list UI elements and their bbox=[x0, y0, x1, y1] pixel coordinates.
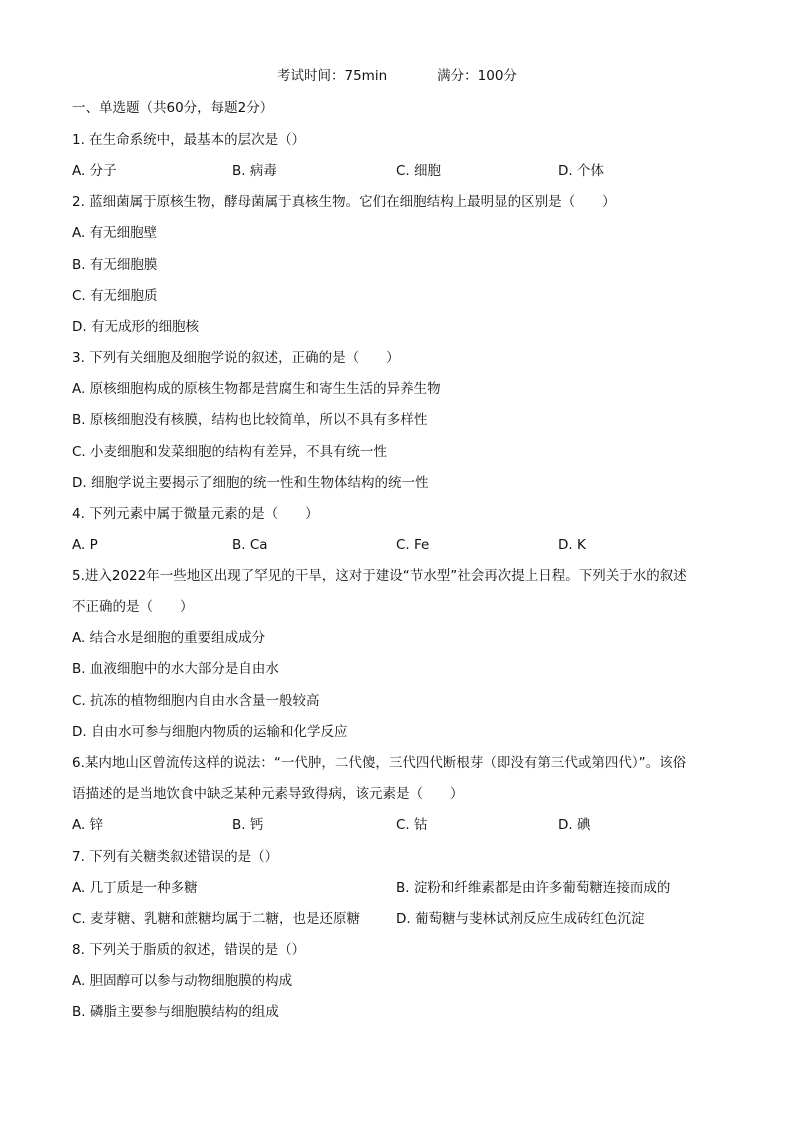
question-4-option-d: D. K bbox=[558, 537, 586, 553]
question-7-option-c: C. 麦芽糖、乳糖和蔗糖均属于二糖，也是还原糖 bbox=[72, 911, 361, 927]
exam-header bbox=[277, 68, 517, 84]
question-3-stem: 3. 下列有关细胞及细胞学说的叙述，正确的是（ ） bbox=[72, 350, 400, 366]
question-6-option-a: A. 锌 bbox=[72, 817, 104, 833]
question-2-option-d: D. 有无成形的细胞核 bbox=[72, 319, 199, 335]
exam-full-score: 满分：100分 bbox=[437, 68, 517, 84]
question-6-option-c: C. 钴 bbox=[396, 817, 428, 833]
question-7-option-a: A. 几丁质是一种多糖 bbox=[72, 880, 198, 896]
question-2-option-c: C. 有无细胞质 bbox=[72, 288, 158, 304]
question-8-stem: 8. 下列关于脂质的叙述，错误的是（） bbox=[72, 942, 306, 958]
question-4-stem: 4. 下列元素中属于微量元素的是（ ） bbox=[72, 506, 319, 522]
question-4-option-a: A. P bbox=[72, 537, 98, 553]
question-3-option-b: B. 原核细胞没有核膜，结构也比较简单，所以不具有多样性 bbox=[72, 412, 428, 428]
question-5-option-c: C. 抗冻的植物细胞内自由水含量一般较高 bbox=[72, 693, 320, 709]
question-8-option-b: B. 磷脂主要参与细胞膜结构的组成 bbox=[72, 1004, 279, 1020]
question-7-stem: 7. 下列有关糖类叙述错误的是（） bbox=[72, 849, 279, 865]
question-4-option-b: B. Ca bbox=[232, 537, 268, 553]
question-7-option-d: D. 葡萄糖与斐林试剂反应生成砖红色沉淀 bbox=[396, 911, 645, 927]
question-3-option-c: C. 小麦细胞和发菜细胞的结构有差异，不具有统一性 bbox=[72, 444, 388, 460]
question-1-stem: 1. 在生命系统中，最基本的层次是（） bbox=[72, 132, 306, 148]
question-7-option-b: B. 淀粉和纤维素都是由许多葡萄糖连接而成的 bbox=[396, 880, 671, 896]
question-1-option-c: C. 细胞 bbox=[396, 163, 442, 179]
exam-time: 考试时间：75min bbox=[277, 68, 388, 84]
question-2-option-a: A. 有无细胞壁 bbox=[72, 225, 158, 241]
question-2-stem: 2. 蓝细菌属于原核生物，酵母菌属于真核生物。它们在细胞结构上最明显的区别是（ ） bbox=[72, 194, 616, 210]
question-1-option-a: A. 分子 bbox=[72, 163, 117, 179]
question-8-option-a: A. 胆固醇可以参与动物细胞膜的构成 bbox=[72, 973, 293, 989]
question-3-option-a: A. 原核细胞构成的原核生物都是营腐生和寄生生活的异养生物 bbox=[72, 381, 441, 397]
question-1-option-d: D. 个体 bbox=[558, 163, 604, 179]
question-6-stem-line-1: 6.某内地山区曾流传这样的说法：“一代肿，二代傻，三代四代断根芽（即没有第三代或第四代）”。该俗 bbox=[72, 755, 687, 771]
question-5-option-a: A. 结合水是细胞的重要组成成分 bbox=[72, 630, 266, 646]
question-5-option-b: B. 血液细胞中的水大部分是自由水 bbox=[72, 661, 279, 677]
question-1-option-b: B. 病毒 bbox=[232, 163, 277, 179]
question-6-option-b: B. 钙 bbox=[232, 817, 264, 833]
question-3-option-d: D. 细胞学说主要揭示了细胞的统一性和生物体结构的统一性 bbox=[72, 475, 429, 491]
section-title: 一、单选题（共60分，每题2分） bbox=[72, 100, 274, 116]
question-6-option-d: D. 碘 bbox=[558, 817, 591, 833]
question-5-option-d: D. 自由水可参与细胞内物质的运输和化学反应 bbox=[72, 724, 348, 740]
question-6-stem-line-2: 语描述的是当地饮食中缺乏某种元素导致得病，该元素是（ ） bbox=[72, 786, 464, 802]
question-2-option-b: B. 有无细胞膜 bbox=[72, 257, 158, 273]
question-5-stem-line-2: 不正确的是（ ） bbox=[72, 599, 194, 615]
question-5-stem-line-1: 5.进入2022年一些地区出现了罕见的干旱，这对于建设“节水型”社会再次提上日程。下列关于水的叙述 bbox=[72, 568, 687, 584]
question-4-option-c: C. Fe bbox=[396, 537, 430, 553]
